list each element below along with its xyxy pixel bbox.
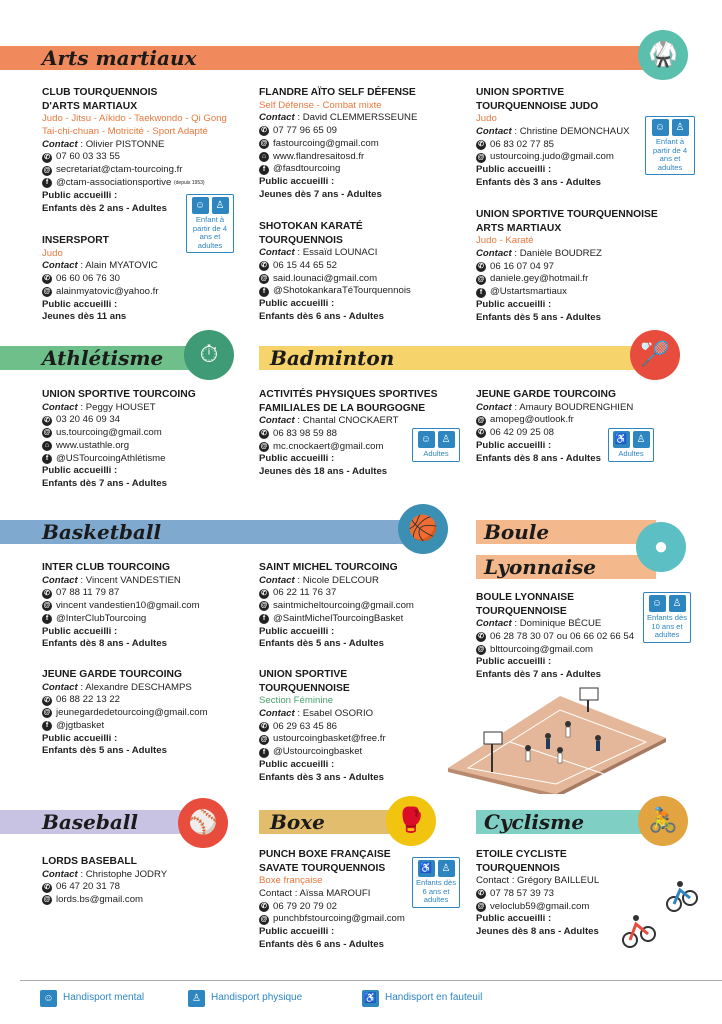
email-icon: @ bbox=[260, 442, 268, 450]
boules-icon: ● bbox=[636, 522, 686, 572]
email-icon: @ bbox=[260, 602, 268, 610]
phone-icon: ✆ bbox=[259, 126, 269, 136]
facebook-icon: f bbox=[259, 287, 269, 297]
phone-icon: ✆ bbox=[476, 262, 486, 272]
phone-icon: ✆ bbox=[42, 274, 52, 284]
shuttlecock-icon: 🏸 bbox=[630, 330, 680, 380]
handisport-physique-icon: ♙ bbox=[669, 595, 686, 612]
club-ust-basket: UNION SPORTIVE TOURQUENNOISE Section Féminine Contact : Esabel OSORIO ✆ 06 29 63 45 86 @ ustourcoingbasket@free.fr f @Ustourcoingbasket Public accueilli : Enfants dès 3 ans - Adultes bbox=[259, 669, 386, 783]
club-insersport: INSERSPORT Judo Contact : Alain MYATOVIC ✆ 06 60 06 76 30 @ alainmyatovic@yahoo.fr Public accueilli : Jeunes dès 11 ans bbox=[42, 235, 159, 323]
phone-icon: ✆ bbox=[42, 416, 52, 426]
club-lords-baseball: LORDS BASEBALL Contact : Christophe JODRY ✆ 06 47 20 31 78 @ lords.bs@gmail.com bbox=[42, 856, 168, 906]
section-title-baseball: Baseball bbox=[42, 810, 138, 834]
handisport-badge: ☺ ♙ Enfants dès 10 ans et adultes bbox=[643, 592, 691, 643]
club-punch-boxe: PUNCH BOXE FRANÇAISE SAVATE TOURQUENNOIS Boxe française Contact : Aïssa MAROUFI ✆ 06 79 20 79 02 @ punchbfstourcoing@gmail.com Public accueilli : Enfants dès 6 ans - Adultes bbox=[259, 849, 405, 950]
legend-divider bbox=[20, 980, 722, 981]
facebook-icon: f bbox=[42, 614, 52, 624]
handisport-badge: ☺ ♙ Enfant à partir de 4 ans et adultes bbox=[186, 194, 234, 253]
handisport-badge: ♿ ♙ Adultes bbox=[608, 428, 654, 462]
club-jeune-garde-basket: JEUNE GARDE TOURCOING Contact : Alexandre DESCHAMPS ✆ 06 88 22 13 22 @ jeunegardedetourcoing@gmail.com f @jgtbasket Public accueilli : Enfants dès 5 ans - Adultes bbox=[42, 669, 208, 757]
email-icon: @ bbox=[260, 735, 268, 743]
phone-icon: ✆ bbox=[42, 883, 52, 893]
section-title-cyclisme: Cyclisme bbox=[484, 810, 585, 834]
baseball-bat-icon: ⚾ bbox=[178, 798, 228, 848]
section-title-boule: Boule bbox=[484, 520, 550, 544]
club-ust-arts-martiaux: UNION SPORTIVE TOURQUENNOISE ARTS MARTIAUX Judo - Karaté Contact : Danièle BOUDREZ ✆ 06 16 07 04 97 @ daniele.gey@hotmail.fr f @Ustartsmartiaux Public accueilli : Enfants dès 5 ans - Adultes bbox=[476, 209, 658, 323]
facebook-icon: f bbox=[42, 721, 52, 731]
email-icon: @ bbox=[477, 153, 485, 161]
legend-fauteuil: ♿ Handisport en fauteuil bbox=[362, 990, 482, 1007]
facebook-icon: f bbox=[476, 288, 486, 298]
handisport-physique-icon: ♙ bbox=[633, 431, 650, 448]
email-icon: @ bbox=[260, 140, 268, 148]
legend-physique: ♙ Handisport physique bbox=[188, 990, 302, 1007]
handisport-physique-icon: ♙ bbox=[672, 119, 689, 136]
email-icon: @ bbox=[477, 416, 485, 424]
section-title-badminton: Badminton bbox=[270, 346, 395, 370]
email-icon: @ bbox=[43, 602, 51, 610]
handisport-fauteuil-icon: ♿ bbox=[362, 990, 379, 1007]
club-inter-club: INTER CLUB TOURCOING Contact : Vincent VANDESTIEN ✆ 07 88 11 79 87 @ vincent vandestien10@gmail.com f @InterClubTourcoing Public accueilli : Enfants dès 8 ans - Adultes bbox=[42, 562, 200, 650]
section-title-athle: Athlétisme bbox=[42, 346, 164, 370]
handisport-physique-icon: ♙ bbox=[212, 197, 229, 214]
email-icon: @ bbox=[43, 429, 51, 437]
club-apsfb: ACTIVITÉS PHYSIQUES SPORTIVES FAMILIALES DE LA BOURGOGNE Contact : Chantal CNOCKAERT ✆ 06 83 98 59 88 @ mc.cnockaert@gmail.com Public accueilli : Jeunes dès 18 ans - Adultes bbox=[259, 389, 438, 478]
email-icon: @ bbox=[260, 915, 268, 923]
basketball-court-illustration bbox=[448, 686, 666, 794]
section-title-arts: Arts martiaux bbox=[42, 46, 197, 70]
handisport-mental-icon: ☺ bbox=[40, 990, 57, 1007]
phone-icon: ✆ bbox=[42, 696, 52, 706]
phone-icon: ✆ bbox=[42, 589, 52, 599]
handisport-fauteuil-icon: ♿ bbox=[613, 431, 630, 448]
email-icon: @ bbox=[477, 902, 485, 910]
phone-icon: ✆ bbox=[476, 632, 486, 642]
phone-icon: ✆ bbox=[259, 429, 269, 439]
facebook-icon: f bbox=[42, 454, 52, 464]
phone-icon: ✆ bbox=[476, 428, 486, 438]
phone-icon: ✆ bbox=[42, 153, 52, 163]
section-title-basket: Basketball bbox=[42, 520, 162, 544]
handisport-mental-icon: ☺ bbox=[192, 197, 209, 214]
club-flandre-aito: FLANDRE AÏTO SELF DÉFENSE Self Défense - Combat mixte Contact : David CLEMMERSSEUNE ✆ 07 77 96 65 09 @ fastourcoing@gmail.com ⌂ www.flandresaitosd.fr f @fasdtourcoing Public accueilli : Jeunes dès 7 ans - Adultes bbox=[259, 87, 418, 201]
email-icon: @ bbox=[43, 288, 51, 296]
club-boule-lyonnaise: BOULE LYONNAISE TOURQUENNOISE Contact : Dominique BÉCUE ✆ 06 28 78 30 07 ou 06 66 02 66 54 @ blttourcoing@gmail.com Public accueilli : Enfants dès 7 ans - Adultes bbox=[476, 592, 635, 681]
club-ust-judo: UNION SPORTIVE TOURQUENNOISE JUDO Judo Contact : Christine DEMONCHAUX ✆ 06 83 02 77 85 @ ustourcoing.judo@gmail.com Public accueilli : Enfants dès 3 ans - Adultes bbox=[476, 87, 630, 188]
handisport-physique-icon: ♙ bbox=[438, 860, 455, 877]
handisport-mental-icon: ☺ bbox=[418, 431, 435, 448]
phone-icon: ✆ bbox=[259, 589, 269, 599]
email-icon: @ bbox=[260, 274, 268, 282]
phone-icon: ✆ bbox=[259, 261, 269, 271]
club-shotokan: SHOTOKAN KARATÉ TOURQUENNOIS Contact : Essaïd LOUNACI ✆ 06 15 44 65 52 @ said.lounaci@gmail.com f @ShotokankaraTéTourquennois Public accueilli : Enfants dès 6 ans - Adultes bbox=[259, 221, 411, 322]
club-ctam: CLUB TOURQUENNOIS D'ARTS MARTIAUX Judo - Jitsu - Aïkido - Taekwondo - Qi Gong Tai-chi-chuan - Motricité - Sport Adapté Contact : Olivier PISTONNE ✆ 07 60 03 33 55 @ secretariat@ctam-tourcoing.fr f @ctam-associationsportive (depuis 1953) Public accueilli : Enfants dès 2 ans - Adultes bbox=[42, 87, 227, 214]
club-us-tourcoing-athle: UNION SPORTIVE TOURCOING Contact : Peggy HOUSET ✆ 03 20 46 09 34 @ us.tourcoing@gmail.com ⌂ www.ustathle.org f @USTourcoingAthlétisme Public accueilli : Enfants dès 7 ans - Adultes bbox=[42, 389, 196, 490]
karate-icon: 🥋 bbox=[638, 30, 688, 80]
email-icon: @ bbox=[43, 166, 51, 174]
handisport-badge: ♿ ♙ Enfants dès 6 ans et adultes bbox=[412, 857, 460, 908]
email-icon: @ bbox=[477, 645, 485, 653]
email-icon: @ bbox=[43, 896, 51, 904]
handisport-badge: ☺ ♙ Adultes bbox=[412, 428, 460, 462]
handisport-mental-icon: ☺ bbox=[652, 119, 669, 136]
cyclists-illustration bbox=[622, 878, 698, 948]
phone-icon: ✆ bbox=[476, 140, 486, 150]
stopwatch-icon: ⏱ bbox=[184, 330, 234, 380]
club-etoile-cycliste: ETOILE CYCLISTE TOURQUENNOIS Contact : Grégory BAILLEUL ✆ 07 78 57 39 73 @ veloclub59@gmail.com Public accueilli : Jeunes dès 8 ans - Adultes bbox=[476, 849, 600, 938]
section-title-lyonnaise: Lyonnaise bbox=[484, 555, 596, 579]
email-icon: @ bbox=[477, 275, 485, 283]
facebook-icon: f bbox=[259, 748, 269, 758]
handisport-mental-icon: ☺ bbox=[649, 595, 666, 612]
facebook-icon: f bbox=[42, 178, 52, 188]
phone-icon: ✆ bbox=[259, 902, 269, 912]
email-icon: @ bbox=[43, 709, 51, 717]
boxing-glove-icon: 🥊 bbox=[386, 796, 436, 846]
web-icon: ⌂ bbox=[42, 441, 52, 451]
handisport-badge: ☺ ♙ Enfant à partir de 4 ans et adultes bbox=[645, 116, 695, 175]
phone-icon: ✆ bbox=[259, 722, 269, 732]
facebook-icon: f bbox=[259, 165, 269, 175]
club-jeune-garde-badminton: JEUNE GARDE TOURCOING Contact : Amaury BOUDRENGHIEN @ amopeg@outlook.fr ✆ 06 42 09 25 08 Public accueilli : Enfants dès 8 ans - Adultes bbox=[476, 389, 634, 464]
handisport-fauteuil-icon: ♿ bbox=[418, 860, 435, 877]
basketball-icon: 🏀 bbox=[398, 504, 448, 554]
cyclist-icon: 🚴 bbox=[638, 796, 688, 846]
facebook-icon: f bbox=[259, 614, 269, 624]
web-icon: ⌂ bbox=[259, 152, 269, 162]
club-saint-michel: SAINT MICHEL TOURCOING Contact : Nicole DELCOUR ✆ 06 22 11 76 37 @ saintmicheltourcoing@gmail.com f @SaintMichelTourcoingBasket Public accueilli : Enfants dès 5 ans - Adultes bbox=[259, 562, 414, 650]
phone-icon: ✆ bbox=[476, 889, 486, 899]
handisport-physique-icon: ♙ bbox=[438, 431, 455, 448]
legend-mental: ☺ Handisport mental bbox=[40, 990, 144, 1007]
handisport-physique-icon: ♙ bbox=[188, 990, 205, 1007]
section-title-boxe: Boxe bbox=[270, 810, 325, 834]
